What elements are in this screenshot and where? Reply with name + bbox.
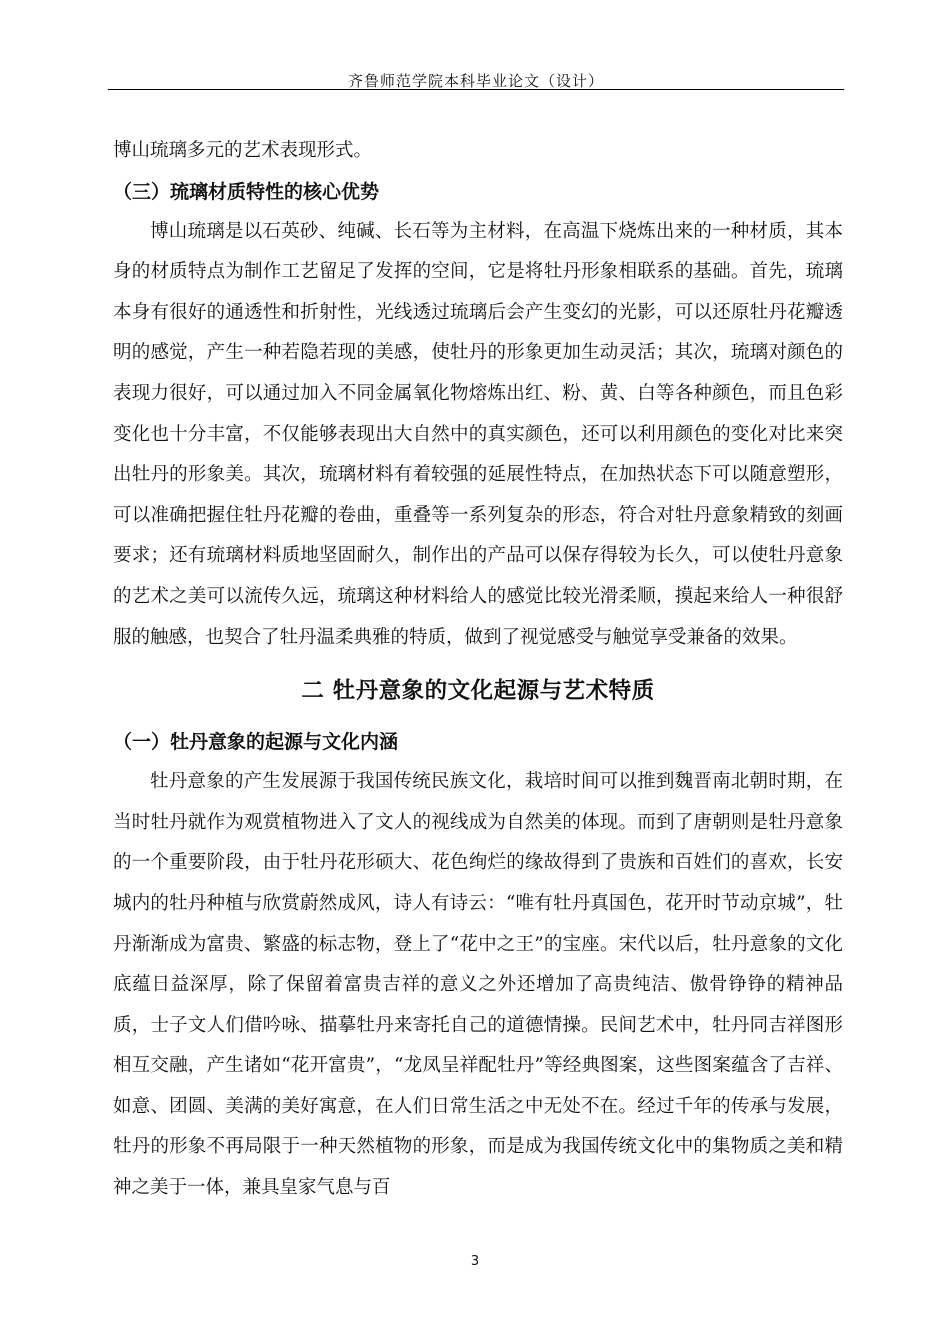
subsection-heading-1: （一）牡丹意象的起源与文化内涵 <box>113 731 399 754</box>
page-number: 3 <box>470 1254 480 1269</box>
body-paragraph-peony-origin: 牡丹意象的产生发展源于我国传统民族文化，栽培时间可以推到魏晋南北朝时期，在当时牡丹就作为观赏植物进入了文人的视线成为自然美的体现。而到了唐朝则是牡丹意象的一个重要阶段，由于牡丹花形硕大、花色绚烂的缘故得到了贵族和百姓们的喜欢，长安城内的牡丹种植与欣赏蔚然成风，诗人有诗云：“唯有牡丹真国色，花开时节动京城”，牡丹渐渐成为富贵、繁盛的标志物，登上了“花中之王”的宝座。宋代以后，牡丹意象的文化底蕴日益深厚，除了保留着富贵吉祥的意义之外还增加了高贵纯洁、傲骨铮铮的精神品质，士子文人们借吟咏、描摹牡丹来寄托自己的道德情操。民间艺术中，牡丹同吉祥图形相互交融，产生诸如“花开富贵”，“龙凤呈祥配牡丹”等经典图案，这些图案蕴含了吉祥、如意、团圆、美满的美好寓意，在人们日常生活之中无处不在。经过千年的传承与发展，牡丹的形象不再局限于一种天然植物的形象，而是成为我国传统文化中的集物质之美和精神之美于一体，兼具皇家气息与百 <box>113 771 843 1199</box>
section-heading-2: 二 牡丹意象的文化起源与艺术特质 <box>301 678 655 705</box>
continued-paragraph: 博山琉璃多元的艺术表现形式。 <box>113 140 373 161</box>
header-divider <box>108 89 844 90</box>
running-header: 齐鲁师范学院本科毕业论文（设计） <box>347 72 604 90</box>
body-paragraph-material: 博山琉璃是以石英砂、纯碱、长石等为主材料，在高温下烧炼出来的一种材质，其本身的材质特点为制作工艺留足了发挥的空间，它是将牡丹形象相联系的基础。首先，琉璃本身有很好的通透性和折射性，光线透过琉璃后会产生变幻的光影，可以还原牡丹花瓣透明的感觉，产生一种若隐若现的美感，使牡丹的形象更加生动灵活；其次，琉璃对颜色的表现力很好，可以通过加入不同金属氧化物熔炼出红、粉、黄、白等各种颜色，而且色彩变化也十分丰富，不仅能够表现出大自然中的真实颜色，还可以利用颜色的变化对比来突出牡丹的形象美。其次，琉璃材料有着较强的延展性特点，在加热状态下可以随意塑形，可以准确把握住牡丹花瓣的卷曲，重叠等一系列复杂的形态，符合对牡丹意象精致的刻画要求；还有琉璃材料质地坚固耐久，制作出的产品可以保存得较为长久，可以使牡丹意象的艺术之美可以流传久远，琉璃这种材料给人的感觉比较光滑柔顺，摸起来给人一种很舒服的触感，也契合了牡丹温柔典雅的特质，做到了视觉感受与触觉享受兼备的效果。 <box>113 220 843 648</box>
page-body <box>113 131 843 1209</box>
subsection-heading-3: （三）琉璃材质特性的核心优势 <box>113 180 380 203</box>
